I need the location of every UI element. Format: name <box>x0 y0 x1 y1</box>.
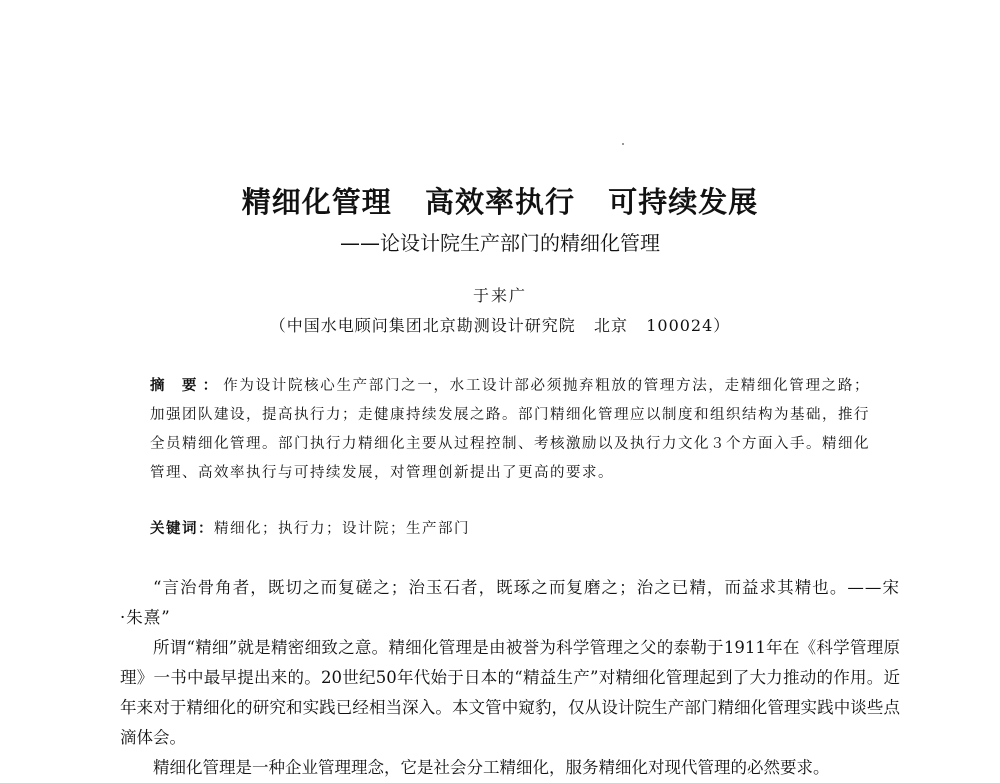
scan-speck <box>622 143 624 145</box>
keywords-block <box>150 516 870 542</box>
abstract-text: 作为设计院核心生产部门之一，水工设计部必须抛弃粗放的管理方法，走精细化管理之路；加强团队建设，提高执行力；走健康持续发展之路。部门精细化管理应以制度和组织结构为基础，推行全员精细化管理。部门执行力精细化主要从过程控制、考核激励以及执行力文化３个方面入手。精细化管理、高效率执行与可持续发展，对管理创新提出了更高的要求。 <box>150 378 870 481</box>
opening-quote: “言治骨角者，既切之而复磋之；治玉石者，既琢之而复磨之；治之已精，而益求其精也。——宋·朱熹” <box>120 578 900 627</box>
keywords-text: 精细化；执行力；设计院；生产部门 <box>214 521 470 537</box>
article-subtitle: ——论设计院生产部门的精细化管理 <box>340 231 660 255</box>
body-paragraph-2: 精细化管理是一种企业管理理念，它是社会分工精细化，服务精细化对现代管理的必然要求。 <box>153 758 830 777</box>
keywords-label: 关键词： <box>150 521 214 537</box>
article-title: 精细化管理 高效率执行 可持续发展 <box>241 185 759 219</box>
article-author: 于来广 <box>472 286 527 305</box>
abstract-block <box>150 372 870 488</box>
author-affiliation: （中国水电顾问集团北京勘测设计研究院 北京 100024） <box>269 316 731 335</box>
body-paragraph-1: 所谓“精细”就是精密细致之意。精细化管理是由被誉为科学管理之父的泰勒于1911年在《科学管理原理》一书中最早提出来的。20世纪50年代始于日本的“精益生产”对精细化管理起到了大力推动的作用。近年来对于精细化的研究和实践已经相当深入。本文管中窥豹，仅从设计院生产部门精细化管理实践中谈些点滴体会。 <box>120 638 900 747</box>
abstract-label: 摘 要： <box>150 378 224 394</box>
